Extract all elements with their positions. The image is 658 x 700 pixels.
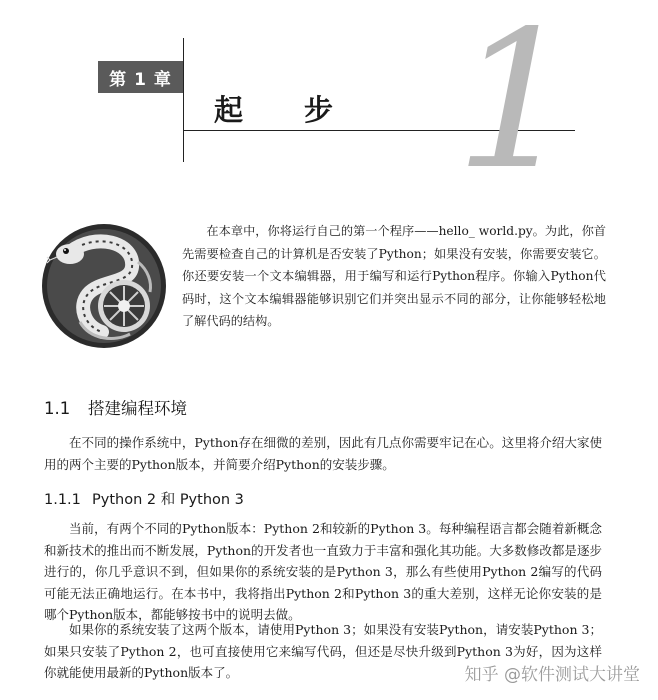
zhihu-watermark: 知乎 @软件测试大讲堂 xyxy=(464,665,640,685)
subsection-title: Python 2 和 Python 3 xyxy=(92,492,244,508)
chapter-title: 起 步 xyxy=(214,93,335,127)
section-1-1-1-paragraph-1: 当前，有两个不同的Python版本：Python 2和较新的Python 3。每种编程语言都会随着新概念和新技术的推出而不断发展，Python的开发者也一直致力于丰富和强化其功能。大多数修改都是逐步进行的，你几乎意识不到，但如果你的系统安装的是Python 3，那么有些使用Python 2编写的代码可能无法正确地运行。在本书中，我将指出Python 2和Python 3的重大差别，这样无论你安装的是哪个Python版本，都能够按书中的说明去做。 xyxy=(44,521,602,622)
chapter-intro-paragraph: 在本章中，你将运行自己的第一个程序——hello_ world.py。为此，你首先需要检查自己的计算机是否安装了Python；如果没有安装，你需要安装它。你还要安装一个文本编辑器，用于编写和运行Python程序。你输入Python代码时，这个文本编辑器能够识别它们并突出显示不同的部分，让你能够轻松地了解代码的结构。 xyxy=(182,224,606,328)
section-1-1-paragraph: 在不同的操作系统中，Python存在细微的差别，因此有几点你需要牢记在心。这里将介绍大家使用的两个主要的Python版本，并简要介绍Python的安装步骤。 xyxy=(44,435,602,472)
section-title: 搭建编程环境 xyxy=(88,399,187,418)
header-vertical-rule xyxy=(183,38,184,162)
section-heading-1-1-1 xyxy=(44,488,244,509)
python-snake-logo-icon xyxy=(40,222,168,350)
section-heading-1-1 xyxy=(44,395,187,419)
section-number: 1.1 xyxy=(44,399,71,418)
section-1-1-1-paragraph-2: 如果你的系统安装了这两个版本，请使用Python 3；如果没有安装Python，请安装Python 3；如果只安装了Python 2，也可直接使用它来编写代码，但还是尽快升级到Python 3为好，因为这样你就能使用最新的Python版本了。 xyxy=(44,622,602,680)
subsection-number: 1.1.1 xyxy=(44,492,81,508)
chapter-numeral: 1 xyxy=(455,0,576,211)
chapter-label: 第 1 章 xyxy=(98,61,183,93)
